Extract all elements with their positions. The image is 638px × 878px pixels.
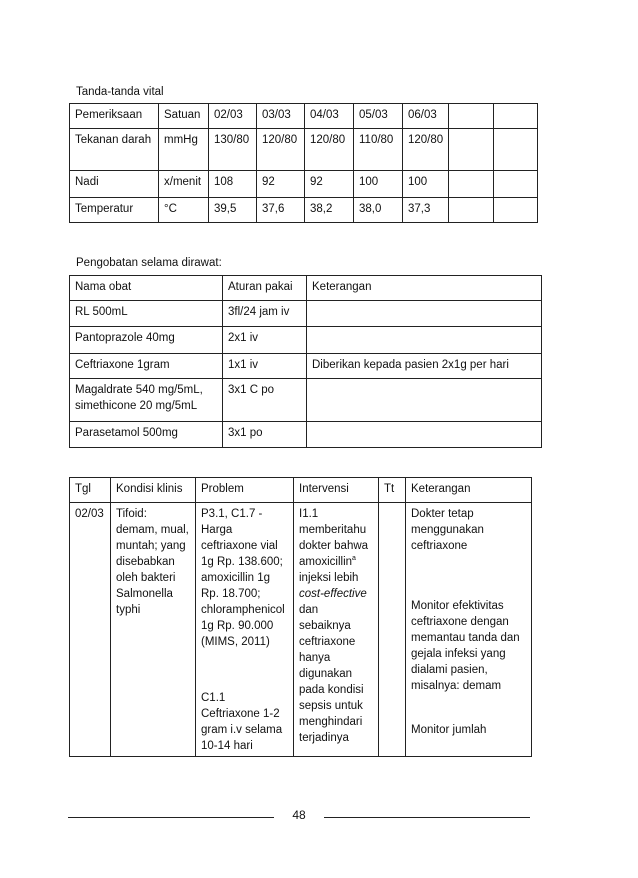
intervensi-line: injeksi lebih [299, 572, 359, 584]
problems-header-cell: Problem [196, 478, 294, 503]
intervensi-line: sebaiknya [299, 620, 351, 632]
problem-line: Rp. 18.700; [201, 588, 261, 600]
keterangan-line: memantau tanda dan [411, 632, 520, 644]
intervensi-drug-text: amoxicillin [299, 556, 353, 568]
problems-header-cell: Tt [379, 478, 406, 503]
vitals-cell [494, 129, 538, 171]
medication-header-cell: Aturan pakai [223, 276, 307, 301]
medication-cell: Ceftriaxone 1gram [70, 354, 223, 379]
medication-cell: Parasetamol 500mg [70, 422, 223, 448]
vitals-cell: 120/80 [257, 129, 305, 171]
medication-cell [307, 327, 542, 354]
problems-tgl-cell: 02/03 [70, 503, 111, 757]
table-row [70, 354, 542, 379]
problems-kondisi-cell [111, 503, 196, 757]
medication-cell: 1x1 iv [223, 354, 307, 379]
table-row [70, 327, 542, 354]
problem-line: ceftriaxone vial [201, 540, 278, 552]
vitals-cell: 110/80 [354, 129, 403, 171]
vitals-cell: 38,2 [305, 198, 354, 223]
kondisi-line: Salmonella [116, 588, 173, 600]
vitals-cell [449, 129, 494, 171]
intervensi-line: menghindari [299, 716, 363, 728]
vitals-cell: 130/80 [209, 129, 257, 171]
intervensi-line-italic: cost-effective [299, 588, 367, 600]
intervensi-line: hanya [299, 652, 331, 664]
kondisi-line: muntah; yang [116, 540, 186, 552]
vitals-cell: 100 [354, 171, 403, 198]
problem-line: P3.1, C1.7 - [201, 508, 263, 520]
vitals-cell: 37,6 [257, 198, 305, 223]
problems-keterangan-cell [406, 503, 532, 757]
kondisi-line: demam, mual, [116, 524, 189, 536]
problem-line: C1.1 [201, 692, 226, 704]
vitals-cell: 39,5 [209, 198, 257, 223]
vitals-cell: 37,3 [403, 198, 449, 223]
medication-header-cell: Keterangan [307, 276, 542, 301]
vitals-header-cell: Satuan [159, 104, 209, 129]
vitals-cell: x/menit [159, 171, 209, 198]
intervensi-line: memberitahu [299, 524, 367, 536]
medication-cell: RL 500mL [70, 301, 223, 327]
medication-cell: Pantoprazole 40mg [70, 327, 223, 354]
problem-line: (MIMS, 2011) [201, 636, 270, 648]
vitals-cell: mmHg [159, 129, 209, 171]
keterangan-line: Dokter tetap [411, 508, 474, 520]
kondisi-line: Tifoid: [116, 508, 147, 520]
intervensi-line: I1.1 [299, 508, 319, 520]
intervensi-line: terjadinya [299, 732, 349, 744]
medication-cell [307, 379, 542, 422]
problems-intervensi-cell [294, 503, 379, 757]
medication-header-row [70, 276, 542, 301]
intervensi-line: digunakan [299, 668, 353, 680]
keterangan-line: Monitor efektivitas [411, 600, 504, 612]
problems-header-cell: Tgl [70, 478, 111, 503]
keterangan-line: menggunakan [411, 524, 484, 536]
problems-header-cell: Intervensi [294, 478, 379, 503]
vitals-table [69, 103, 538, 223]
intervensi-line-amoxicillin [299, 554, 374, 570]
medication-cell: 2x1 iv [223, 327, 307, 354]
problem-line: 1g Rp. 90.000 [201, 620, 274, 632]
vitals-cell: Nadi [70, 171, 159, 198]
medication-title: Pengobatan selama dirawat: [76, 257, 222, 269]
vitals-cell: 120/80 [403, 129, 449, 171]
kondisi-line: disebabkan [116, 556, 175, 568]
problems-table [69, 477, 532, 757]
vitals-header-cell: 06/03 [403, 104, 449, 129]
problems-problem-cell [196, 503, 294, 757]
vitals-cell: Tekanan darah [70, 129, 159, 171]
problem-line: Harga [201, 524, 233, 536]
intervensi-line: dokter bahwa [299, 540, 369, 552]
vitals-cell: 100 [403, 171, 449, 198]
problem-line: 10-14 hari [201, 740, 253, 752]
intervensi-line: sepsis untuk [299, 700, 363, 712]
keterangan-line: ceftriaxone dengan [411, 616, 509, 628]
problems-header-cell: Kondisi klinis [111, 478, 196, 503]
vitals-cell [494, 171, 538, 198]
medication-cell: 3x1 C po [223, 379, 307, 422]
page-number: 48 [292, 808, 306, 822]
keterangan-line: dialami pasien, [411, 664, 488, 676]
vitals-header-cell [449, 104, 494, 129]
footnote-marker: a [352, 555, 356, 563]
problems-tt-cell [379, 503, 406, 757]
table-row [70, 171, 538, 198]
vitals-cell [494, 198, 538, 223]
keterangan-line: misalnya: demam [411, 680, 502, 692]
problems-header-row [70, 478, 532, 503]
medication-cell: Magaldrate 540 mg/5mL, simethicone 20 mg/5mL [70, 379, 223, 422]
vitals-cell: 92 [257, 171, 305, 198]
problems-header-cell: Keterangan [406, 478, 532, 503]
medication-cell: 3fl/24 jam iv [223, 301, 307, 327]
problem-line: 1g Rp. 138.600; [201, 556, 283, 568]
vitals-cell: 120/80 [305, 129, 354, 171]
kondisi-line: typhi [116, 604, 141, 616]
intervensi-line: dan [299, 604, 319, 616]
vitals-cell: °C [159, 198, 209, 223]
vitals-cell: Temperatur [70, 198, 159, 223]
medication-cell [307, 301, 542, 327]
keterangan-line: Monitor jumlah [411, 724, 487, 736]
intervensi-line: ceftriaxone [299, 636, 356, 648]
table-row [70, 198, 538, 223]
problem-line: gram i.v selama [201, 724, 283, 736]
table-row [70, 422, 542, 448]
medication-header-cell: Nama obat [70, 276, 223, 301]
table-row [70, 129, 538, 171]
problem-line: amoxicillin 1g [201, 572, 271, 584]
medication-table [69, 275, 542, 448]
keterangan-line: gejala infeksi yang [411, 648, 506, 660]
footer-rule-right [324, 817, 530, 818]
medication-cell: 3x1 po [223, 422, 307, 448]
vitals-title: Tanda-tanda vital [76, 86, 164, 98]
intervensi-line: pada kondisi [299, 684, 364, 696]
vitals-header-cell: 04/03 [305, 104, 354, 129]
table-row [70, 503, 532, 757]
problem-line: chloramphenicol [201, 604, 285, 616]
footer-rule-left [68, 817, 274, 818]
problem-line: Ceftriaxone 1-2 [201, 708, 280, 720]
vitals-header-cell: 02/03 [209, 104, 257, 129]
vitals-cell: 38,0 [354, 198, 403, 223]
vitals-header-row [70, 104, 538, 129]
vitals-header-cell [494, 104, 538, 129]
vitals-header-cell: 05/03 [354, 104, 403, 129]
vitals-cell: 92 [305, 171, 354, 198]
vitals-cell: 108 [209, 171, 257, 198]
table-row [70, 379, 542, 422]
table-row [70, 301, 542, 327]
vitals-cell [449, 198, 494, 223]
vitals-header-cell: 03/03 [257, 104, 305, 129]
kondisi-line: oleh bakteri [116, 572, 176, 584]
medication-cell [307, 422, 542, 448]
vitals-header-cell: Pemeriksaan [70, 104, 159, 129]
vitals-cell [449, 171, 494, 198]
medication-cell: Diberikan kepada pasien 2x1g per hari [307, 354, 542, 379]
keterangan-line: ceftriaxone [411, 540, 468, 552]
